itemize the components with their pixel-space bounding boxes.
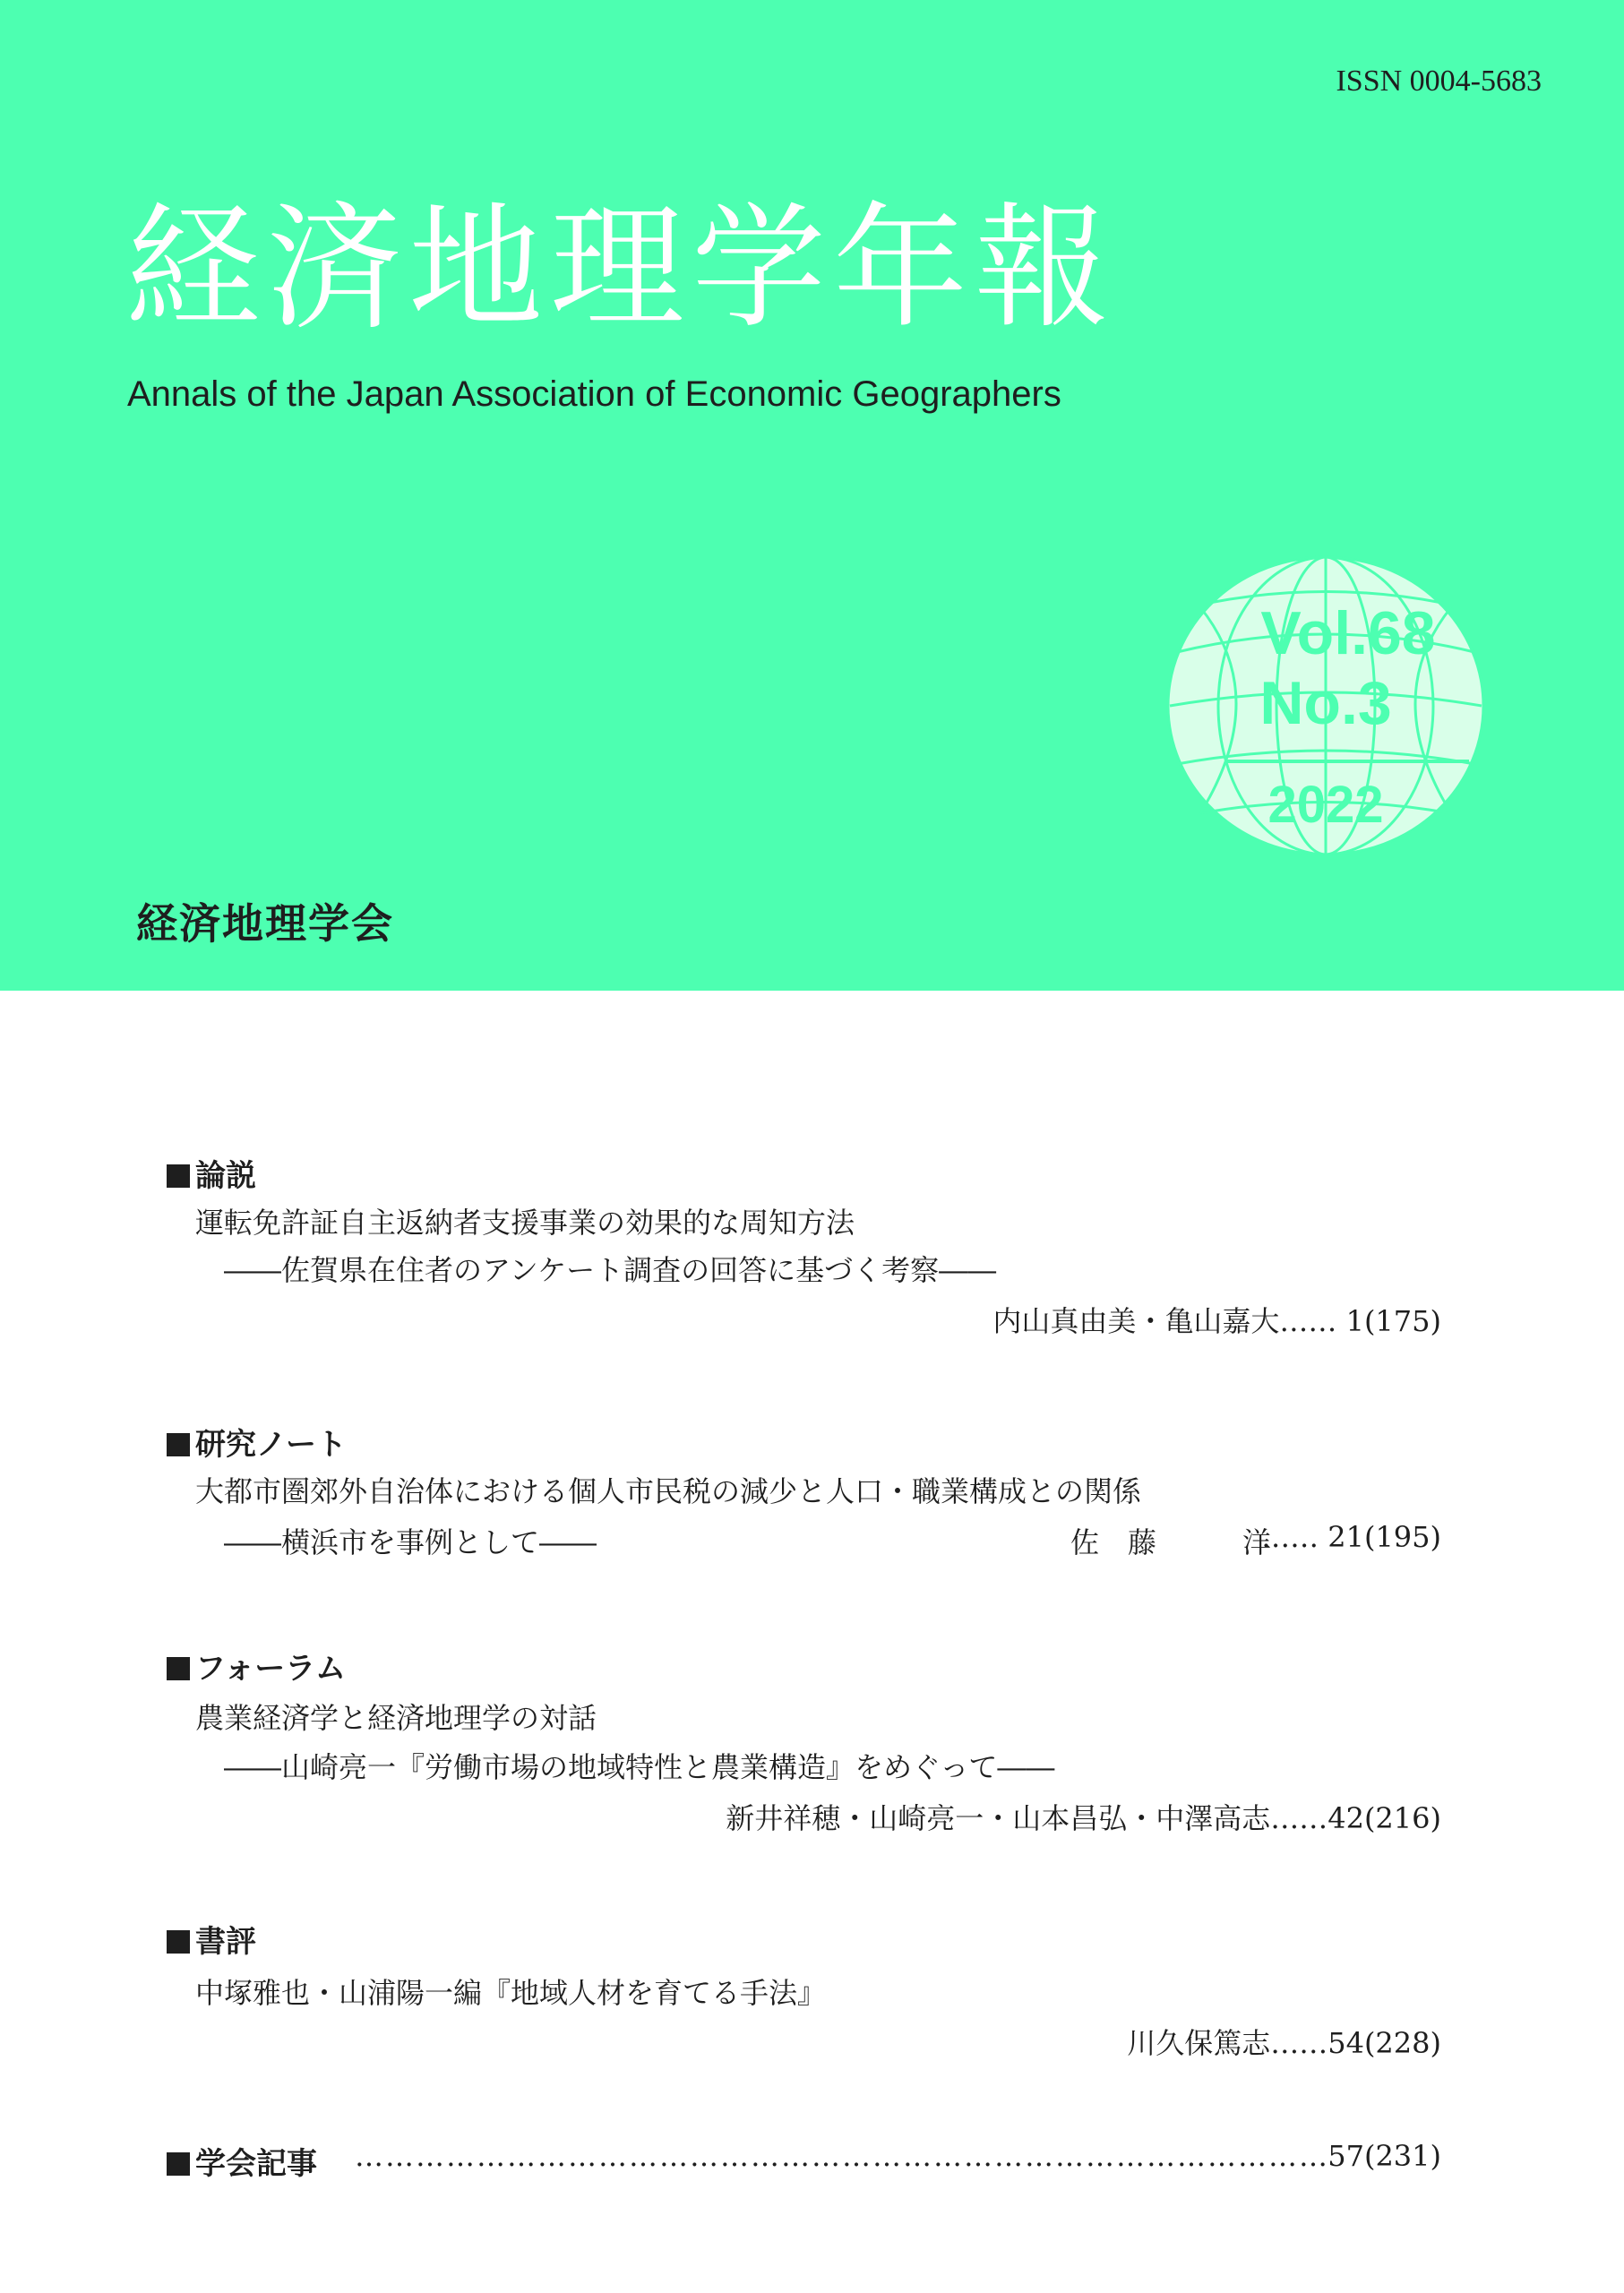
square-bullet-icon [167, 1164, 190, 1188]
article-subtitle: ――山崎亮一『労働市場の地域特性と農業構造』をめぐって―― [224, 1750, 1055, 1784]
section-heading: 書評 [167, 1917, 256, 1961]
square-bullet-icon [167, 1657, 190, 1680]
section-heading: 論説 [167, 1151, 256, 1195]
year-text: 2022 [1267, 776, 1384, 834]
issn: ISSN 0004-5683 [1336, 64, 1542, 98]
article-subtitle: ――横浜市を事例として―― [224, 1525, 597, 1559]
leader-dots [355, 2139, 1328, 2173]
section-heading: フォーラム [167, 1644, 346, 1688]
journal-title: 経済地理学年報 [125, 191, 1117, 347]
article-title: 農業経済学と経済地理学の対話 [195, 1701, 597, 1735]
article-authors: 内山真由美・亀山嘉大…… 1(175) [992, 1304, 1441, 1338]
square-bullet-icon [167, 1930, 190, 1954]
section-heading: 学会記事 [167, 2139, 317, 2183]
square-bullet-icon [167, 1433, 190, 1456]
publisher-name: 経済地理学会 [136, 899, 394, 948]
square-bullet-icon [167, 2152, 190, 2176]
article-title: 大都市圏郊外自治体における個人市民税の減少と人口・職業構成との関係 [195, 1474, 1142, 1508]
article-authors: 新井祥穂・山崎亮一・山本昌弘・中澤高志……42(216) [726, 1801, 1441, 1835]
number-text: No.3 [1259, 669, 1392, 737]
article-authors: 佐 藤 洋 [1070, 1525, 1272, 1559]
article-title: 中塚雅也・山浦陽一編『地域人材を育てる手法』 [195, 1976, 827, 2010]
section-heading: 研究ノート [167, 1420, 347, 1464]
article-page: …… 21(195) [1261, 1520, 1441, 1554]
society-news-entry [355, 2139, 1441, 2173]
journal-title-english: Annals of the Japan Association of Economic Geographers [127, 374, 1061, 414]
article-subtitle: ――佐賀県在住者のアンケート調査の回答に基づく考察―― [224, 1253, 997, 1287]
volume-text: Vol.68 [1260, 599, 1436, 667]
article-page: 57(231) [1328, 2139, 1441, 2173]
article-authors: 川久保篤志……54(228) [1127, 2026, 1441, 2060]
article-title: 運転免許証自主返納者支援事業の効果的な周知方法 [195, 1206, 855, 1240]
